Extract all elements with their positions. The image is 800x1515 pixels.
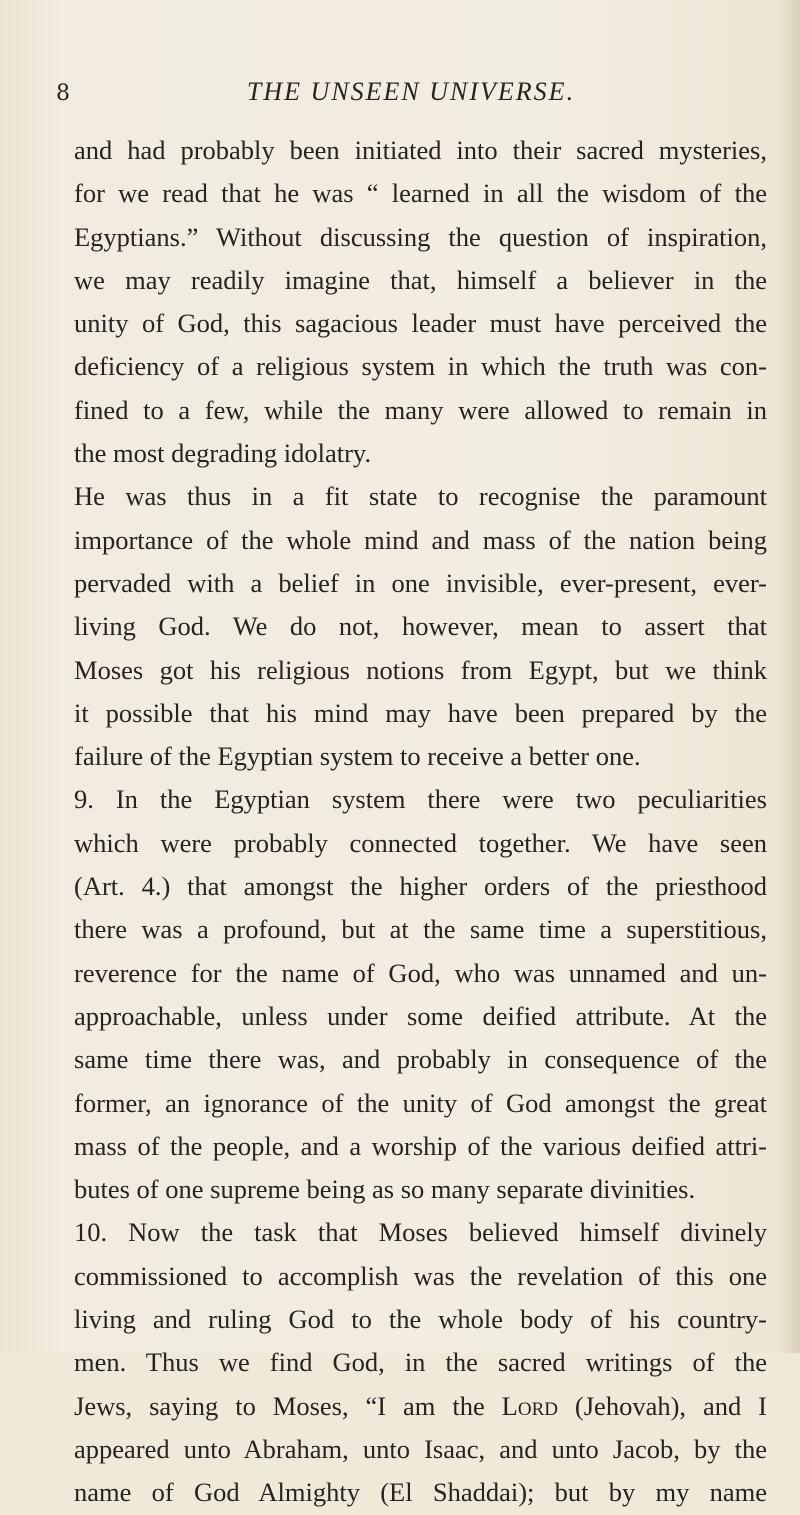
text-line: we may readily imagine that, himself a believer in the bbox=[74, 264, 767, 295]
text-line: name of God Almighty (El Shaddai); but by my name bbox=[74, 1477, 767, 1508]
text-line: it possible that his mind may have been prepared by the bbox=[74, 697, 767, 728]
page-number: 8 bbox=[56, 81, 71, 106]
text-line: for we read that he was “ learned in all the wisdom of the bbox=[74, 178, 767, 209]
text-line: 9. In the Egyptian system there were two peculiarities bbox=[74, 784, 767, 815]
body-text bbox=[74, 129, 767, 1515]
text-line: failure of the Egyptian system to receive a better one. bbox=[74, 741, 641, 772]
text-line: pervaded with a belief in one invisible, ever-present, ever- bbox=[74, 567, 767, 598]
text-line: deficiency of a religious system in which the truth was con- bbox=[74, 351, 767, 382]
text-line: mass of the people, and a worship of the various deified attri- bbox=[74, 1130, 767, 1161]
text-line: same time there was, and probably in consequence of the bbox=[74, 1044, 767, 1075]
text-line: living and ruling God to the whole body of his country- bbox=[74, 1304, 767, 1335]
text-line: He was thus in a fit state to recognise the paramount bbox=[74, 481, 767, 512]
text-line: men. Thus we find God, in the sacred writings of the bbox=[74, 1347, 767, 1378]
text-line: former, an ignorance of the unity of God amongst the great bbox=[74, 1087, 767, 1118]
text-line: the most degrading idolatry. bbox=[74, 438, 372, 469]
text-line: Moses got his religious notions from Egypt, but we think bbox=[74, 654, 767, 685]
text-line: reverence for the name of God, who was unnamed and un- bbox=[74, 957, 767, 988]
text-line: there was a profound, but at the same time a superstitious, bbox=[74, 914, 767, 945]
text-line: living God. We do not, however, mean to assert that bbox=[74, 611, 767, 642]
running-head bbox=[56, 75, 766, 115]
running-title: THE UNSEEN UNIVERSE. bbox=[246, 77, 576, 106]
text-line: which were probably connected together. We have seen bbox=[74, 827, 767, 858]
text-line: importance of the whole mind and mass of the nation being bbox=[74, 524, 767, 555]
text-line: fined to a few, while the many were allowed to remain in bbox=[74, 394, 767, 425]
text-line: (Art. 4.) that amongst the higher orders of the priesthood bbox=[74, 871, 767, 902]
text-line: 10. Now the task that Moses believed himself divinely bbox=[74, 1217, 767, 1248]
text-line: approachable, unless under some deified attribute. At the bbox=[74, 1000, 767, 1031]
text-line: commissioned to accomplish was the revelation of this one bbox=[74, 1260, 767, 1291]
text-line: butes of one supreme being as so many separate divinities. bbox=[74, 1174, 696, 1205]
text-line: Jews, saying to Moses, “I am the Lord (Jehovah), and I bbox=[74, 1390, 767, 1421]
text-line: unity of God, this sagacious leader must have perceived the bbox=[74, 308, 767, 339]
text-line: and had probably been initiated into their sacred mysteries, bbox=[74, 135, 767, 165]
text-line: appeared unto Abraham, unto Isaac, and unto Jacob, by the bbox=[74, 1433, 767, 1464]
text-line: Egyptians.” Without discussing the question of inspiration, bbox=[74, 221, 767, 252]
